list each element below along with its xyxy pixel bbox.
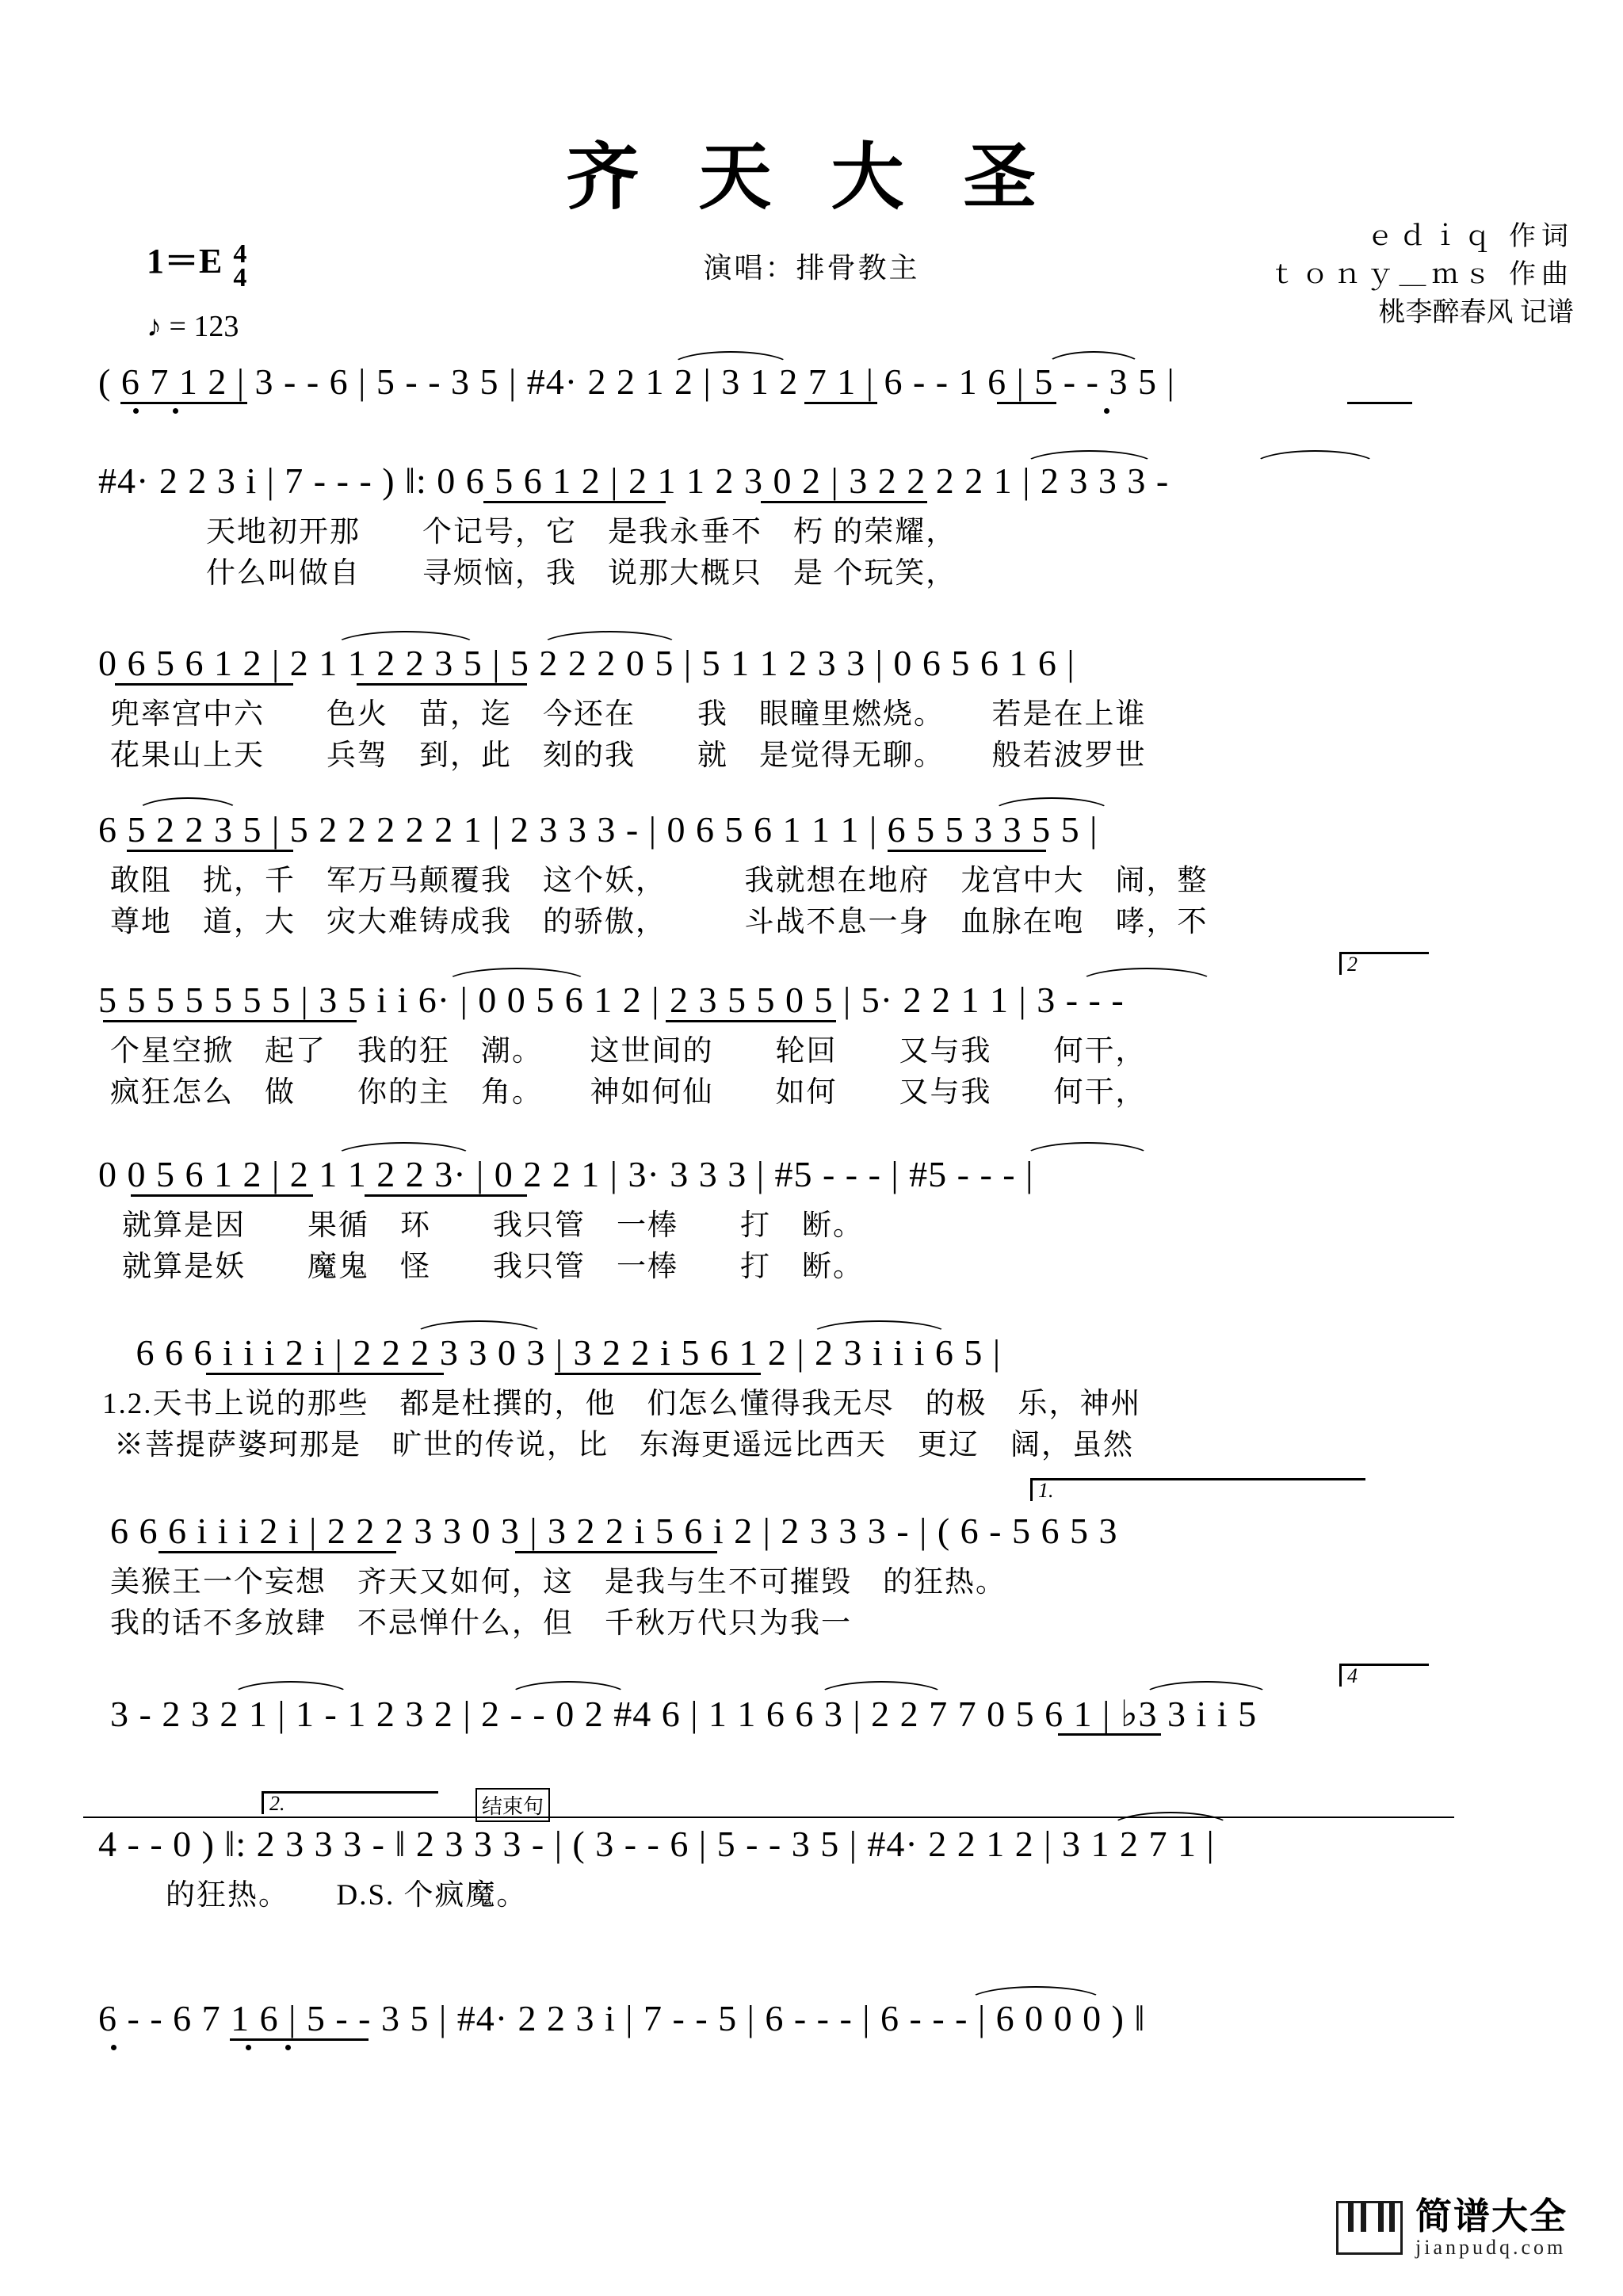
key-and-tempo-block [147, 239, 247, 343]
transcriber-credit: 桃李醉春风 记谱 [1378, 298, 1574, 327]
beam-line [206, 1373, 444, 1375]
lyrics-line-2: 什么叫做自 寻烦恼，我 说那大概只 是 个玩笑， [206, 557, 957, 590]
system-bridge-2 [0, 1479, 1623, 1640]
notation-line: 6 - - 6 7 1 6 | 5 - - 3 5 | #4· 2 2 3 i | 7 - - 5 | 6 - - - | 6 - - - | 6 0 0 0 ) ‖ [98, 1998, 1146, 2038]
beam-line [761, 501, 927, 503]
lyricist-credit: ｅｄｉｑ 作词 [1366, 222, 1574, 251]
notation-line: #4· 2 2 3 i | 7 - - - ) ‖: 0 6 5 6 1 2 | 2 1 1 2 3 0 2 | 3 2 2 2 2 1 | 2 3 3 3 - [98, 460, 1170, 501]
system-verse-2 [0, 642, 1623, 772]
system-verse-3 [0, 808, 1623, 938]
volta-bracket [262, 1791, 438, 1814]
slur-arc [230, 1681, 352, 1697]
slur-arc [507, 1681, 629, 1697]
system-divider [83, 1817, 1454, 1818]
slur-arc [1022, 1142, 1152, 1158]
time-signature-denominator: 4 [233, 263, 247, 292]
notation-line: 3 - 2 3 2 1 | 1 - 1 2 3 2 | 2 - - 0 2 #4 6 | 1 1 6 6 3 | 2 2 7 7 0 5 6 1 | ♭3 3 i i 5 [110, 1694, 1258, 1734]
low-octave-dot [133, 408, 139, 414]
time-signature-numerator: 4 [233, 239, 247, 269]
slur-arc [816, 1681, 946, 1697]
beam-line [120, 402, 247, 404]
notation-line: 5 5 5 5 5 5 5 | 3 5 i i 6· | 0 0 5 6 1 2 | 2 3 5 5 0 5 | 5· 2 2 1 1 | 3 - - - [98, 980, 1125, 1020]
lyrics-line-1: 天地初开那 个记号，它 是我永垂不 朽 的荣耀， [206, 516, 957, 548]
beam-line [131, 1194, 313, 1197]
beam-line [888, 850, 1046, 852]
system-interlude [0, 1664, 1623, 1740]
beam-line [230, 2038, 369, 2041]
lyrics-line-1: 兜率宫中六 色火 苗，迄 今还在 我 眼瞳里燃烧。 若是在上谁 [110, 698, 1147, 731]
beam-line [804, 402, 877, 404]
credits-block [1270, 218, 1575, 332]
slur-arc [1022, 450, 1156, 466]
page-title: 齐 天 大 圣 [566, 137, 1057, 218]
lyrics-line-2: 我的话不多放肆 不忌惮什么，但 千秋万代只为我一 [110, 1607, 852, 1640]
lyrics-line-2: 就算是妖 魔鬼 怪 我只管 一棒 打 断。 [122, 1251, 864, 1283]
slur-arc [808, 1320, 950, 1336]
beam-line [1058, 1733, 1161, 1736]
low-octave-dot [285, 2045, 291, 2050]
notation-line: ( 6 7 1 2 | 3 - - 6 | 5 - - 3 5 | #4· 2 2 1 2 | 3 1 2 7 1 | 6 - - 1 6 | 5 - - 3 5 | [98, 361, 1175, 402]
low-octave-dot [246, 2045, 251, 2050]
low-octave-dot [111, 2045, 116, 2050]
lyrics-line-2: 疯狂怎么 做 你的主 角。 神如何仙 如何 又与我 何干， [110, 1076, 1147, 1109]
system-intro-1 [0, 361, 1623, 408]
slur-arc [991, 797, 1113, 813]
lyrics-line-1: 就算是因 果循 环 我只管 一棒 打 断。 [122, 1209, 864, 1242]
beam-line [997, 402, 1056, 404]
lyrics-line-2: 尊地 道，大 灾大难铸成我 的骄傲， 斗战不息一身 血脉在咆 哮，不 [110, 906, 1209, 938]
beam-line [158, 1551, 396, 1553]
slur-arc [333, 631, 479, 647]
lyrics-line-1: 个星空掀 起了 我的狂 潮。 这世间的 轮回 又与我 何干， [110, 1035, 1147, 1068]
slur-arc [670, 351, 792, 367]
slur-arc [1141, 1681, 1271, 1697]
beam-line [103, 1020, 357, 1022]
notation-line: 0 0 5 6 1 2 | 2 1 1 2 2 3· | 0 2 2 1 | 3· 3 3 3 | #5 - - - | #5 - - - | [98, 1154, 1034, 1194]
low-octave-dot [173, 408, 178, 414]
beam-line [515, 1551, 717, 1553]
notation-line: 6 5 2 2 3 5 | 5 2 2 2 2 2 1 | 2 3 3 3 - | 0 6 5 6 1 1 1 | 6 5 5 3 3 5 5 | [98, 809, 1098, 850]
slur-arc [444, 968, 590, 984]
slur-arc [1109, 1812, 1232, 1828]
key-signature: 1＝E [147, 242, 223, 281]
lyrics-line-1: 1.2.天书上说的那些 都是杜撰的，他 们怎么懂得我无尽 的极 乐，神州 [102, 1388, 1142, 1420]
volta-number: 4 [1347, 1664, 1358, 1687]
low-octave-dot [1104, 408, 1109, 414]
notation-line: 0 6 5 6 1 2 | 2 1 1 2 2 3 5 | 5 2 2 2 0 5 | 5 1 1 2 3 3 | 0 6 5 6 1 6 | [98, 643, 1075, 683]
notation-line: 4 - - 0 ) ‖: 2 3 3 3 - ‖ 2 3 3 3 - | ( 3 - - 6 | 5 - - 3 5 | #4· 2 2 1 2 | 3 1 2 7 1 | [98, 1824, 1215, 1864]
ending-phrase-label: 结束句 [475, 1788, 550, 1822]
volta-bracket [1339, 1664, 1429, 1687]
beam-line [365, 1194, 527, 1197]
notation-line: 6 6 6 i i i 2 i | 2 2 2 3 3 0 3 | 3 2 2 i 5 6 i 2 | 2 3 3 3 - | ( 6 - 5 6 5 3 [110, 1511, 1118, 1551]
watermark-url: jianpudq.com [1415, 2235, 1567, 2259]
slur-arc [539, 631, 681, 647]
system-bridge-1 [0, 1331, 1623, 1461]
lyrics-line-1: 敢阻 扰，千 军万马颠覆我 这个妖， 我就想在地府 龙宫中大 闹，整 [110, 865, 1209, 897]
beam-line [115, 683, 293, 686]
volta-bracket [1339, 952, 1429, 975]
piano-keys-icon [1336, 2201, 1403, 2255]
slur-arc [135, 797, 241, 813]
notation-line: 6 6 6 i i i 2 i | 2 2 2 3 3 0 3 | 3 2 2 i 5 6 1 2 | 2 3 i i i 6 5 | [136, 1332, 1002, 1373]
slur-arc [1078, 968, 1216, 984]
beam-line [666, 1020, 836, 1022]
system-coda [0, 1997, 1623, 2045]
slur-arc [1044, 351, 1143, 367]
beam-line [127, 850, 293, 852]
beam-line [555, 1373, 761, 1375]
system-verse-5 [0, 1153, 1623, 1283]
system-verse-4 [0, 953, 1623, 1109]
system-ending-lead [0, 1792, 1623, 1912]
slur-arc [1252, 450, 1378, 466]
singer-line: 演唱：排骨教主 [703, 252, 920, 284]
volta-bracket [1030, 1478, 1365, 1501]
tempo-marking: ♪ = 123 [147, 310, 239, 343]
lyrics-line-1: 的狂热。 D.S. 个疯魔。 [166, 1879, 528, 1912]
lyrics-line-2: ※菩提萨婆珂那是 旷世的传说，比 东海更遥远比西天 更辽 阔，虽然 [114, 1429, 1134, 1461]
system-intro-2 [0, 460, 1623, 590]
slur-arc [333, 1142, 475, 1158]
site-watermark [1336, 2198, 1568, 2258]
lyrics-line-1: 美猴王一个妄想 齐天又如何，这 是我与生不可摧毁 的狂热。 [110, 1566, 1006, 1599]
beam-line [1347, 402, 1412, 404]
beam-line [483, 501, 666, 503]
volta-number: 1. [1038, 1479, 1054, 1502]
watermark-title: 简谱大全 [1415, 2196, 1568, 2237]
time-signature [233, 239, 247, 292]
composer-credit: ｔｏｎｙ＿ｍｓ 作曲 [1269, 260, 1574, 289]
volta-number: 2. [269, 1792, 285, 1815]
volta-number: 2 [1347, 953, 1358, 976]
slur-arc [412, 1320, 546, 1336]
slur-arc [967, 1986, 1105, 2002]
lyrics-line-2: 花果山上天 兵驾 到，此 刻的我 就 是觉得无聊。 般若波罗世 [110, 739, 1147, 772]
beam-line [357, 683, 527, 686]
